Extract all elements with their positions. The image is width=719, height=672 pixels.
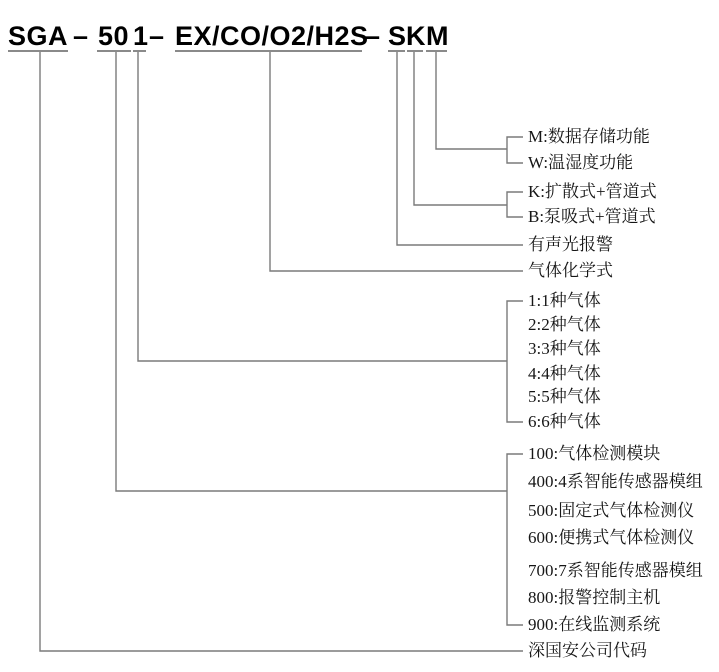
code-option-s-segment: S bbox=[388, 21, 407, 51]
label-alarm-note: 有声光报警 bbox=[528, 235, 613, 254]
code-gas-count-segment: 1 bbox=[133, 21, 149, 51]
label-series-900: 900:在线监测系统 bbox=[528, 615, 661, 634]
label-series-400: 400:4系智能传感器模组 bbox=[528, 472, 703, 491]
label-company-note: 深国安公司代码 bbox=[528, 641, 647, 660]
label-gas-count-2: 2:2种气体 bbox=[528, 315, 601, 334]
label-series-800: 800:报警控制主机 bbox=[528, 588, 661, 607]
label-gas-count-4: 4:4种气体 bbox=[528, 364, 601, 383]
label-gas-count-5: 5:5种气体 bbox=[528, 387, 601, 406]
label-gas-formula: 气体化学式 bbox=[528, 261, 613, 280]
label-gas-count-3: 3:3种气体 bbox=[528, 339, 601, 358]
code-series-segment: 50 bbox=[98, 21, 130, 51]
label-series-100: 100:气体检测模块 bbox=[528, 444, 661, 463]
label-gas-count-1: 1:1种气体 bbox=[528, 291, 601, 310]
code-company-segment: SGA bbox=[8, 21, 69, 51]
label-function-m: M:数据存储功能 bbox=[528, 127, 650, 146]
label-sampling-b: B:泵吸式+管道式 bbox=[528, 207, 656, 226]
code-separator: – bbox=[149, 21, 165, 51]
label-function-w: W:温湿度功能 bbox=[528, 153, 634, 172]
code-gas-list-segment: EX/CO/O2/H2S bbox=[175, 21, 369, 51]
code-separator: – bbox=[365, 21, 381, 51]
label-sampling-k: K:扩散式+管道式 bbox=[528, 182, 657, 201]
label-series-700: 700:7系智能传感器模组 bbox=[528, 561, 703, 580]
label-series-600: 600:便携式气体检测仪 bbox=[528, 528, 695, 547]
label-series-500: 500:固定式气体检测仪 bbox=[528, 501, 695, 520]
code-option-k-segment: K bbox=[406, 21, 426, 51]
code-separator: – bbox=[73, 21, 89, 51]
label-gas-count-6: 6:6种气体 bbox=[528, 412, 601, 431]
code-option-m-segment: M bbox=[426, 21, 449, 51]
